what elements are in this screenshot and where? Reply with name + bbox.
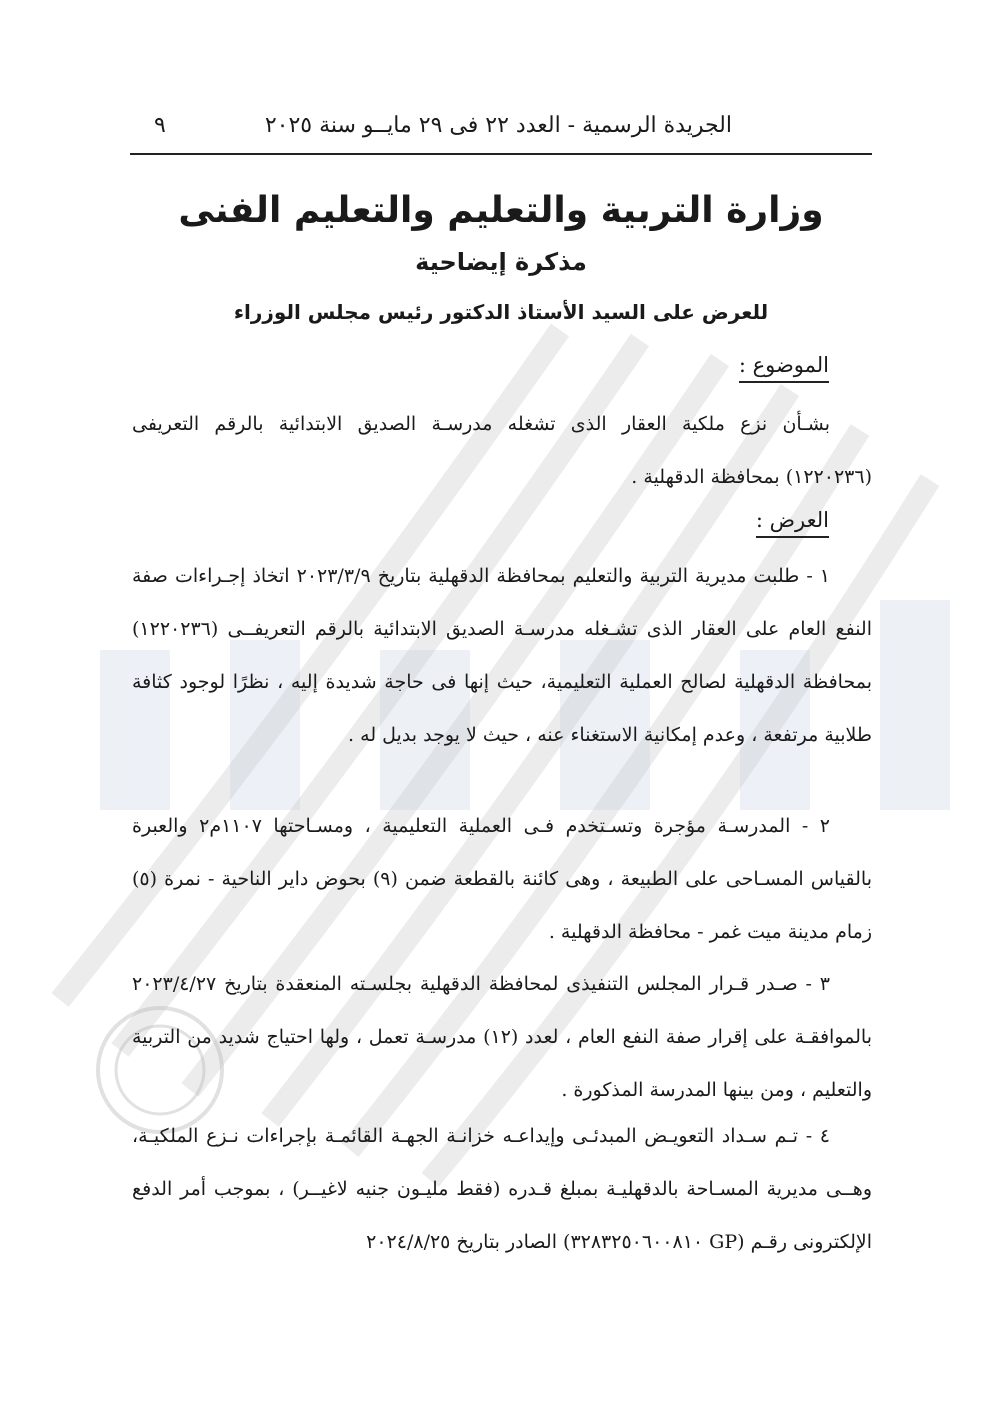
page-number: ٩ [154,113,166,138]
subject-label: الموضوع : [739,353,829,383]
memo-title: مذكرة إيضاحية [415,248,587,276]
ministry-heading: وزارة التربية والتعليم والتعليم الفنى [178,190,824,231]
presentation-paragraph-4: ٤ - تـم سـداد التعويـض المبدئـى وإيداعـه خزانـة الجهـة القائمـة بإجراءات نـزع الملكيـة، وهــى مديرية المسـاحة بالدقهليـة بمبلغ قـدره (فقط مليـون جنيه لاغيــر) ، بموجب أمر الدفع الإلكترونى رقـم (GP ٣٢٨٣٢٥٠٦٠٠٨١٠) الصادر بتاريخ ٢٠٢٤/٨/٢٥ [132,1125,872,1253]
subject-text: بشـأن نزع ملكية العقار الذى تشغله مدرسـة الصديق الابتدائية بالرقم التعريفى (١٢٢٠٢٣٦) بمحافظة الدقهلية . [132,413,872,488]
presentation-paragraph-3: ٣ - صـدر قـرار المجلس التنفيذى لمحافظة الدقهلية بجلسـته المنعقدة بتاريخ ٢٠٢٣/٤/٢٧ بالموافقـة على إقرار صفة النفع العام ، لعدد (١٢) مدرسـة تعمل ، ولها احتياج شديد من التربية والتعليم ، ومن بينها المدرسة المذكورة . [132,973,872,1101]
addressee-line: للعرض على السيد الأستاذ الدكتور رئيس مجلس الوزراء [233,300,769,324]
header-title: الجريدة الرسمية - العدد ٢٢ فى ٢٩ مايــو سنة ٢٠٢٥ [264,113,732,138]
presentation-label: العرض : [756,508,829,538]
page-header [130,113,872,155]
presentation-paragraph-1: ١ - طلبت مديرية التربية والتعليم بمحافظة الدقهلية بتاريخ ٢٠٢٣/٣/٩ اتخاذ إجـراءات صفة النفع العام على العقار الذى تشـغله مدرسـة الصديق الابتدائية بالرقم التعريفــى (١٢٢٠٢٣٦) بمحافظة الدقهلية لصالح العملية التعليمية، حيث إنها فى حاجة شديدة إليه ، نظرًا لوجود كثافة طلابية مرتفعة ، وعدم إمكانية الاستغناء عنه ، حيث لا يوجد بديل له . [132,565,872,746]
presentation-paragraph-2: ٢ - المدرسـة مؤجرة وتسـتخدم فـى العملية التعليمية ، ومسـاحتها ١١٠٧م٢ والعبرة بالقياس المسـاحى على الطبيعة ، وهى كائنة بالقطعة ضمن (٩) بحوض داير الناحية - نمرة (٥) زمام مدينة ميت غمر - محافظة الدقهلية . [132,815,872,943]
